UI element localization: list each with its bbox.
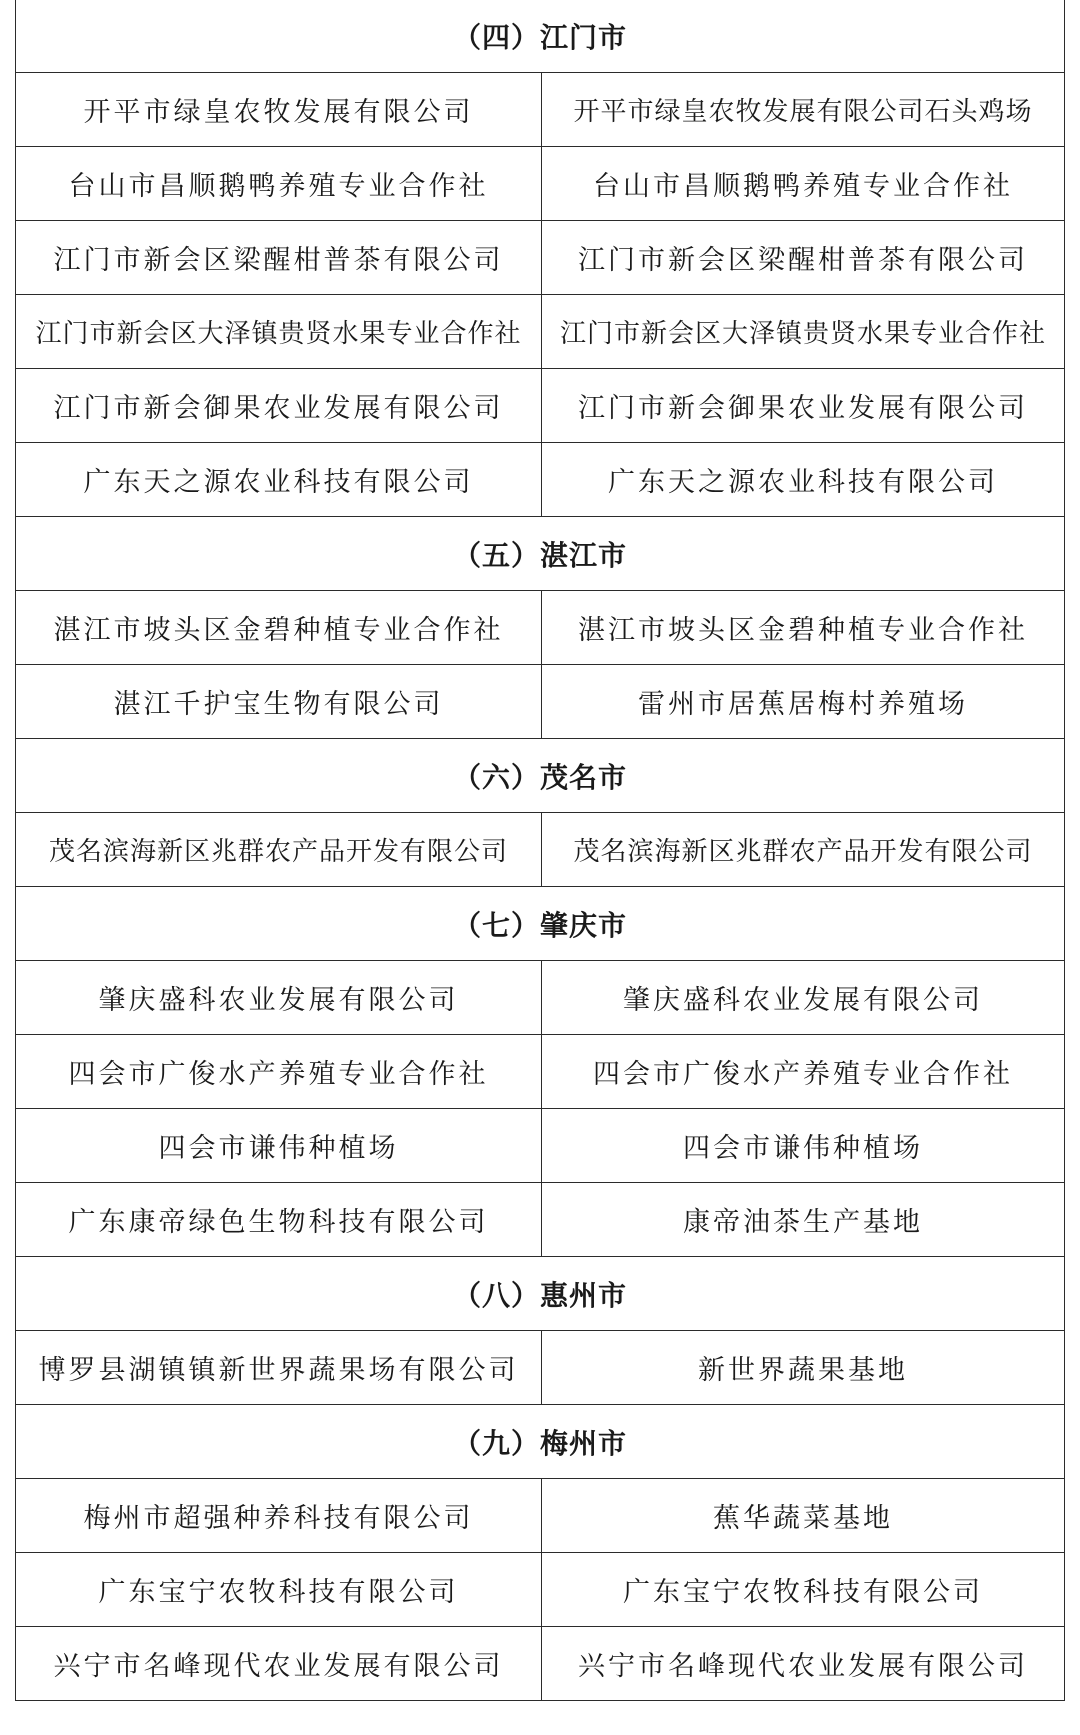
section-title: （五）湛江市 [16,517,1065,591]
table-row [16,147,1065,221]
section-header-row [16,739,1065,813]
enterprise-name-cell: 广东宝宁农牧科技有限公司 [16,1553,542,1627]
base-name-cell: 台山市昌顺鹅鸭养殖专业合作社 [542,147,1065,221]
enterprise-name-cell: 开平市绿皇农牧发展有限公司 [16,73,542,147]
table-row [16,1627,1065,1701]
base-name-cell: 江门市新会区大泽镇贵贤水果专业合作社 [542,295,1065,369]
table-row [16,1553,1065,1627]
base-name-cell: 广东宝宁农牧科技有限公司 [542,1553,1065,1627]
base-name-cell: 广东天之源农业科技有限公司 [542,443,1065,517]
section-header-row [16,1405,1065,1479]
enterprise-name-cell: 江门市新会御果农业发展有限公司 [16,369,542,443]
table-row [16,1331,1065,1405]
base-name-cell: 开平市绿皇农牧发展有限公司石头鸡场 [542,73,1065,147]
base-name-cell: 四会市谦伟种植场 [542,1109,1065,1183]
section-title: （八）惠州市 [16,1257,1065,1331]
base-name-cell: 兴宁市名峰现代农业发展有限公司 [542,1627,1065,1701]
table-row [16,295,1065,369]
base-name-cell: 新世界蔬果基地 [542,1331,1065,1405]
section-title: （六）茂名市 [16,739,1065,813]
enterprise-name-cell: 四会市谦伟种植场 [16,1109,542,1183]
enterprise-name-cell: 台山市昌顺鹅鸭养殖专业合作社 [16,147,542,221]
enterprise-name-cell: 广东康帝绿色生物科技有限公司 [16,1183,542,1257]
section-title: （四）江门市 [16,0,1065,73]
enterprise-name-cell: 湛江千护宝生物有限公司 [16,665,542,739]
enterprise-name-cell: 兴宁市名峰现代农业发展有限公司 [16,1627,542,1701]
section-title: （七）肇庆市 [16,887,1065,961]
enterprise-name-cell: 江门市新会区大泽镇贵贤水果专业合作社 [16,295,542,369]
table-row [16,813,1065,887]
base-name-cell: 江门市新会区梁醒柑普茶有限公司 [542,221,1065,295]
enterprise-name-cell: 博罗县湖镇镇新世界蔬果场有限公司 [16,1331,542,1405]
table-row [16,1183,1065,1257]
table-row [16,961,1065,1035]
base-name-cell: 江门市新会御果农业发展有限公司 [542,369,1065,443]
table-row [16,221,1065,295]
enterprise-name-cell: 湛江市坡头区金碧种植专业合作社 [16,591,542,665]
enterprise-name-cell: 肇庆盛科农业发展有限公司 [16,961,542,1035]
base-name-cell: 蕉华蔬菜基地 [542,1479,1065,1553]
table-row [16,665,1065,739]
table-row [16,591,1065,665]
base-name-cell: 肇庆盛科农业发展有限公司 [542,961,1065,1035]
base-name-cell: 雷州市居蕉居梅村养殖场 [542,665,1065,739]
table-row [16,1035,1065,1109]
section-header-row [16,0,1065,73]
base-name-cell: 茂名滨海新区兆群农产品开发有限公司 [542,813,1065,887]
enterprise-name-cell: 江门市新会区梁醒柑普茶有限公司 [16,221,542,295]
base-name-cell: 湛江市坡头区金碧种植专业合作社 [542,591,1065,665]
table-row [16,73,1065,147]
section-header-row [16,887,1065,961]
enterprise-name-cell: 梅州市超强种养科技有限公司 [16,1479,542,1553]
base-name-cell: 康帝油茶生产基地 [542,1183,1065,1257]
table-row [16,1479,1065,1553]
enterprise-name-cell: 茂名滨海新区兆群农产品开发有限公司 [16,813,542,887]
enterprise-base-table [15,0,1065,1701]
table-row [16,369,1065,443]
section-header-row [16,1257,1065,1331]
section-header-row [16,517,1065,591]
table-row [16,443,1065,517]
base-name-cell: 四会市广俊水产养殖专业合作社 [542,1035,1065,1109]
table-row [16,1109,1065,1183]
section-title: （九）梅州市 [16,1405,1065,1479]
enterprise-name-cell: 四会市广俊水产养殖专业合作社 [16,1035,542,1109]
enterprise-name-cell: 广东天之源农业科技有限公司 [16,443,542,517]
